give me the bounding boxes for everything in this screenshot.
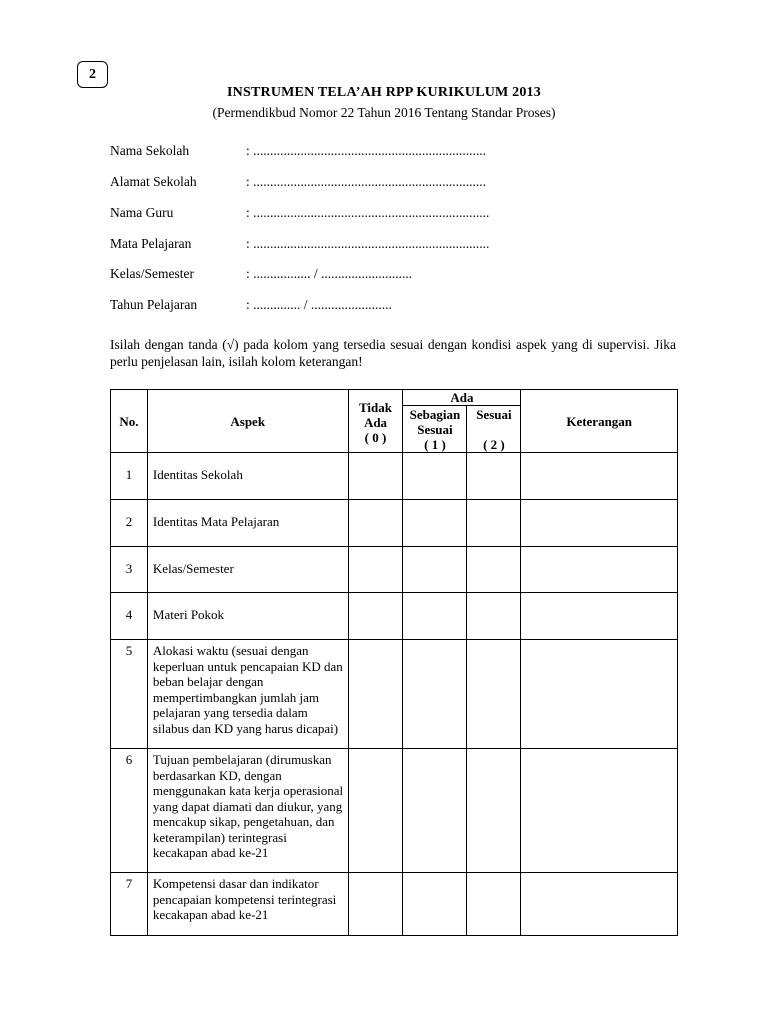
table-row: [111, 873, 678, 936]
row-number: 1: [111, 453, 148, 500]
info-label: Nama Guru: [110, 205, 174, 220]
document-subtitle: (Permendikbud Nomor 22 Tahun 2016 Tentang Standar Proses): [212, 105, 556, 120]
table-row: [111, 749, 678, 873]
cell-sebagian-sesuai[interactable]: [403, 453, 467, 500]
rpp-table: [110, 389, 678, 936]
cell-sesuai[interactable]: [467, 873, 521, 936]
cell-tidak-ada[interactable]: [348, 453, 403, 500]
table-row: [111, 593, 678, 640]
cell-sebagian-sesuai[interactable]: [403, 500, 467, 547]
cell-tidak-ada[interactable]: [348, 547, 403, 593]
cell-keterangan[interactable]: [521, 453, 678, 500]
cell-tidak-ada[interactable]: [348, 500, 403, 547]
cell-keterangan[interactable]: [521, 500, 678, 547]
row-number: 6: [111, 749, 148, 873]
cell-keterangan[interactable]: [521, 593, 678, 640]
cell-keterangan[interactable]: [521, 640, 678, 749]
header-sesuai: [467, 406, 521, 453]
header-keterangan: Keterangan: [521, 390, 678, 453]
row-number: 5: [111, 640, 148, 749]
cell-sesuai[interactable]: [467, 547, 521, 593]
header-aspek: Aspek: [147, 390, 348, 453]
cell-sebagian-sesuai[interactable]: [403, 749, 467, 873]
row-aspek: Alokasi waktu (sesuai dengan keperluan untuk pencapaian KD dan beban belajar dengan mempertimbangkan jumlah jam pelajaran yang tersedia dalam silabus dan KD yang harus dicapai): [147, 640, 348, 749]
table-row: [111, 547, 678, 593]
info-value: : .....................................................................: [246, 174, 487, 189]
row-number: 2: [111, 500, 148, 547]
cell-tidak-ada[interactable]: [348, 593, 403, 640]
info-value: : ......................................................................: [246, 205, 490, 220]
header-tidak-ada-label: Tidak Ada: [358, 400, 392, 430]
info-label: Nama Sekolah: [110, 143, 190, 158]
cell-tidak-ada[interactable]: [348, 640, 403, 749]
cell-sebagian-sesuai[interactable]: [403, 640, 467, 749]
row-number: 3: [111, 547, 148, 593]
table-row: [111, 453, 678, 500]
header-sebagian-sesuai: [403, 406, 467, 453]
info-value: : .....................................................................: [246, 143, 487, 158]
header-sebagian-label: Sebagian Sesuai: [409, 407, 461, 437]
header-tidak-ada-score: ( 0 ): [364, 430, 387, 445]
row-aspek: Materi Pokok: [147, 593, 348, 640]
instruction-text: Isilah dengan tanda (√) pada kolom yang tersedia sesuai dengan kondisi aspek yang di supervisi. Jika perlu penjelasan lain, isilah kolom keterangan!: [110, 337, 676, 369]
header-ada: Ada: [403, 390, 521, 406]
cell-keterangan[interactable]: [521, 873, 678, 936]
info-value: : ......................................................................: [246, 236, 490, 251]
row-number: 4: [111, 593, 148, 640]
cell-sesuai[interactable]: [467, 500, 521, 547]
cell-sesuai[interactable]: [467, 453, 521, 500]
info-label: Tahun Pelajaran: [110, 297, 198, 312]
cell-sesuai[interactable]: [467, 593, 521, 640]
cell-sesuai[interactable]: [467, 749, 521, 873]
table-row: [111, 640, 678, 749]
info-label: Alamat Sekolah: [110, 174, 197, 189]
page-number-box: 2: [77, 61, 108, 88]
table-row: [111, 500, 678, 547]
info-value: : ................. / ...........................: [246, 266, 413, 281]
cell-sebagian-sesuai[interactable]: [403, 547, 467, 593]
cell-sesuai[interactable]: [467, 640, 521, 749]
cell-keterangan[interactable]: [521, 547, 678, 593]
row-aspek: Identitas Sekolah: [147, 453, 348, 500]
header-sesuai-score: ( 2 ): [483, 437, 505, 452]
cell-keterangan[interactable]: [521, 749, 678, 873]
info-label: Kelas/Semester: [110, 266, 194, 281]
row-number: 7: [111, 873, 148, 936]
header-sesuai-label: Sesuai: [476, 407, 512, 422]
cell-tidak-ada[interactable]: [348, 749, 403, 873]
cell-sebagian-sesuai[interactable]: [403, 593, 467, 640]
document-title: INSTRUMEN TELA’AH RPP KURIKULUM 2013: [227, 85, 541, 100]
row-aspek: Kelas/Semester: [147, 547, 348, 593]
header-tidak-ada: [348, 390, 403, 453]
header-sebagian-score: ( 1 ): [424, 437, 446, 452]
row-aspek: Kompetensi dasar dan indikator pencapaian kompetensi terintegrasi kecakapan abad ke-21: [147, 873, 348, 936]
cell-sebagian-sesuai[interactable]: [403, 873, 467, 936]
row-aspek: Identitas Mata Pelajaran: [147, 500, 348, 547]
info-value: : .............. / ........................: [246, 297, 392, 312]
header-no: No.: [111, 390, 148, 453]
cell-tidak-ada[interactable]: [348, 873, 403, 936]
row-aspek: Tujuan pembelajaran (dirumuskan berdasarkan KD, dengan menggunakan kata kerja operasional yang dapat diamati dan diukur, yang mencakup sikap, pengetahuan, dan keterampilan) terintegrasi kecakapan abad ke-21: [147, 749, 348, 873]
info-label: Mata Pelajaran: [110, 236, 192, 251]
